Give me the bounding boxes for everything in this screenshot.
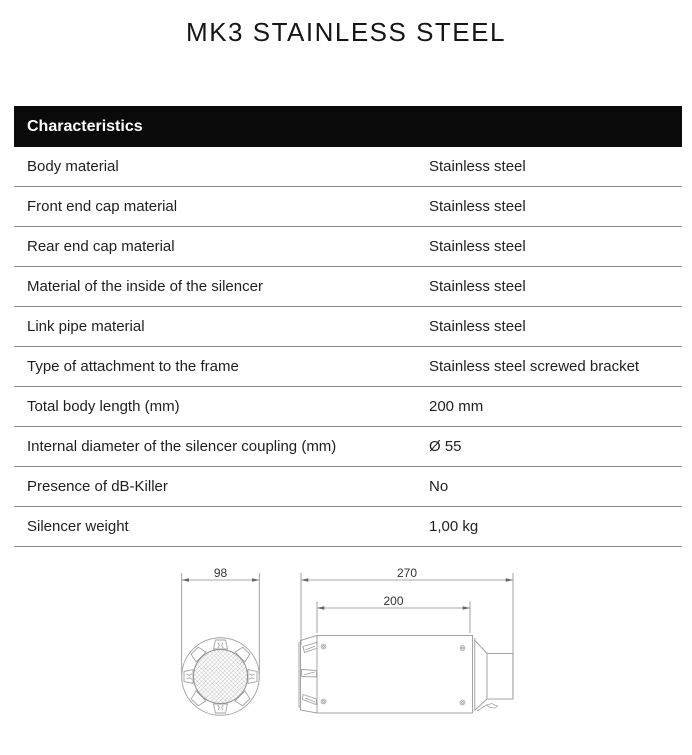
table-row bbox=[14, 147, 682, 187]
row-label: Body material bbox=[27, 158, 119, 175]
table-row bbox=[14, 267, 682, 307]
row-value: Stainless steel bbox=[429, 238, 526, 255]
table-row bbox=[14, 307, 682, 347]
row-value: Stainless steel bbox=[429, 318, 526, 335]
page-title: MK3 STAINLESS STEEL bbox=[186, 17, 506, 47]
row-label: Front end cap material bbox=[27, 198, 178, 215]
table-header-label: Characteristics bbox=[27, 117, 143, 135]
row-value: Stainless steel screwed bracket bbox=[429, 358, 640, 375]
table-row bbox=[14, 187, 682, 227]
outlet-pipe bbox=[487, 654, 513, 700]
row-label: Link pipe material bbox=[27, 318, 145, 335]
row-label: Rear end cap material bbox=[27, 238, 175, 255]
technical-drawing bbox=[0, 552, 692, 755]
silencer-side-view bbox=[299, 636, 513, 714]
row-value: Stainless steel bbox=[429, 198, 526, 215]
row-value: Stainless steel bbox=[429, 158, 526, 175]
row-value: 200 mm bbox=[429, 398, 484, 415]
row-label: Presence of dB-Killer bbox=[27, 478, 168, 495]
dimension-label-98: 98 bbox=[213, 566, 228, 580]
table-row bbox=[14, 347, 682, 387]
front-tab bbox=[248, 670, 257, 684]
front-tab bbox=[214, 640, 228, 649]
bracket-detail bbox=[477, 704, 498, 712]
row-label: Type of attachment to the frame bbox=[27, 358, 239, 375]
row-label: Silencer weight bbox=[27, 518, 129, 535]
table-row bbox=[14, 467, 682, 507]
row-label: Material of the inside of the silencer bbox=[27, 278, 263, 295]
silencer-front-view bbox=[182, 638, 260, 716]
front-mesh bbox=[194, 650, 248, 704]
row-label: Internal diameter of the silencer coupling (mm) bbox=[27, 438, 337, 455]
table-row bbox=[14, 387, 682, 427]
front-tab bbox=[214, 704, 228, 713]
dimension-label-270: 270 bbox=[396, 566, 418, 580]
row-value: No bbox=[429, 478, 449, 495]
side-body bbox=[317, 636, 473, 714]
table-row bbox=[14, 507, 682, 547]
characteristics-table bbox=[14, 106, 682, 547]
table-row bbox=[14, 427, 682, 467]
table-header bbox=[14, 106, 682, 147]
row-value: Stainless steel bbox=[429, 278, 526, 295]
row-value: 1,00 kg bbox=[429, 518, 479, 535]
row-label: Total body length (mm) bbox=[27, 398, 180, 415]
dimension-body-length bbox=[317, 594, 470, 633]
row-value: Ø 55 bbox=[429, 438, 462, 455]
table-row bbox=[14, 227, 682, 267]
dimension-label-200: 200 bbox=[383, 594, 404, 608]
front-tab bbox=[184, 670, 193, 684]
